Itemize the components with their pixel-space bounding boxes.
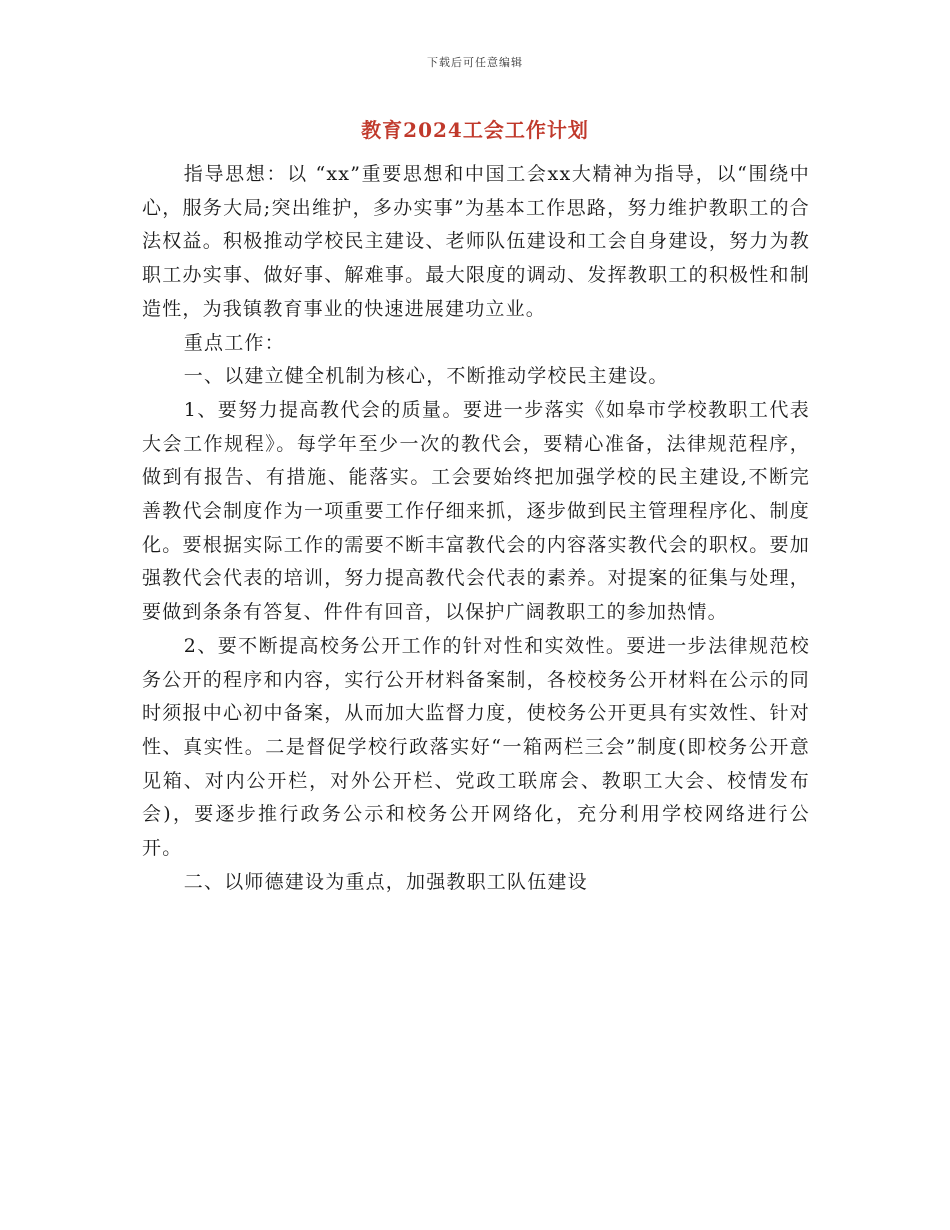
document-title: 教育2024工会工作计划	[361, 118, 589, 142]
page-header-note: 下载后可任意编辑	[427, 56, 523, 69]
paragraph-guiding-ideology: 指导思想：以 “xx”重要思想和中国工会xx大精神为指导，以“围绕中心，服务大局;突出维护，多办实事”为基本工作思路，努力维护教职工的合法权益。积极推动学校民主建设、老师队伍建设和工会自身建设，努力为教职工办实事、做好事、解难事。最大限度的调动、发挥教职工的积极性和制造性，为我镇教育事业的快速进展建功立业。	[142, 163, 810, 320]
paragraph-key-work-heading: 重点工作：	[183, 331, 285, 354]
document-body	[142, 158, 810, 899]
paragraph-section-two-heading: 二、以师德建设为重点，加强教职工队伍建设	[183, 870, 588, 893]
paragraph-item-2: 2、要不断提高校务公开工作的针对性和实效性。要进一步法律规范校务公开的程序和内容，实行公开材料备案制，各校校务公开材料在公示的同时须报中心初中备案，从而加大监督力度，使校务公开更具有实效性、针对性、真实性。二是督促学校行政落实好“一箱两栏三会”制度(即校务公开意见箱、对内公开栏，对外公开栏、党政工联席会、教职工大会、校情发布会)，要逐步推行政务公示和校务公开网络化，充分利用学校网络进行公开。	[142, 634, 810, 860]
paragraph-section-one-heading: 一、以建立健全机制为核心，不断推动学校民主建设。	[183, 365, 669, 388]
paragraph-item-1: 1、要努力提高教代会的质量。要进一步落实《如皋市学校教职工代表大会工作规程》。每学年至少一次的教代会，要精心准备，法律规范程序，做到有报告、有措施、能落实。工会要始终把加强学校的民主建设,不断完善教代会制度作为一项重要工作仔细来抓，逐步做到民主管理程序化、制度化。要根据实际工作的需要不断丰富教代会的内容落实教代会的职权。要加强教代会代表的培训，努力提高教代会代表的素养。对提案的征集与处理，要做到条条有答复、件件有回音，以保护广阔教职工的参加热情。	[142, 398, 810, 624]
